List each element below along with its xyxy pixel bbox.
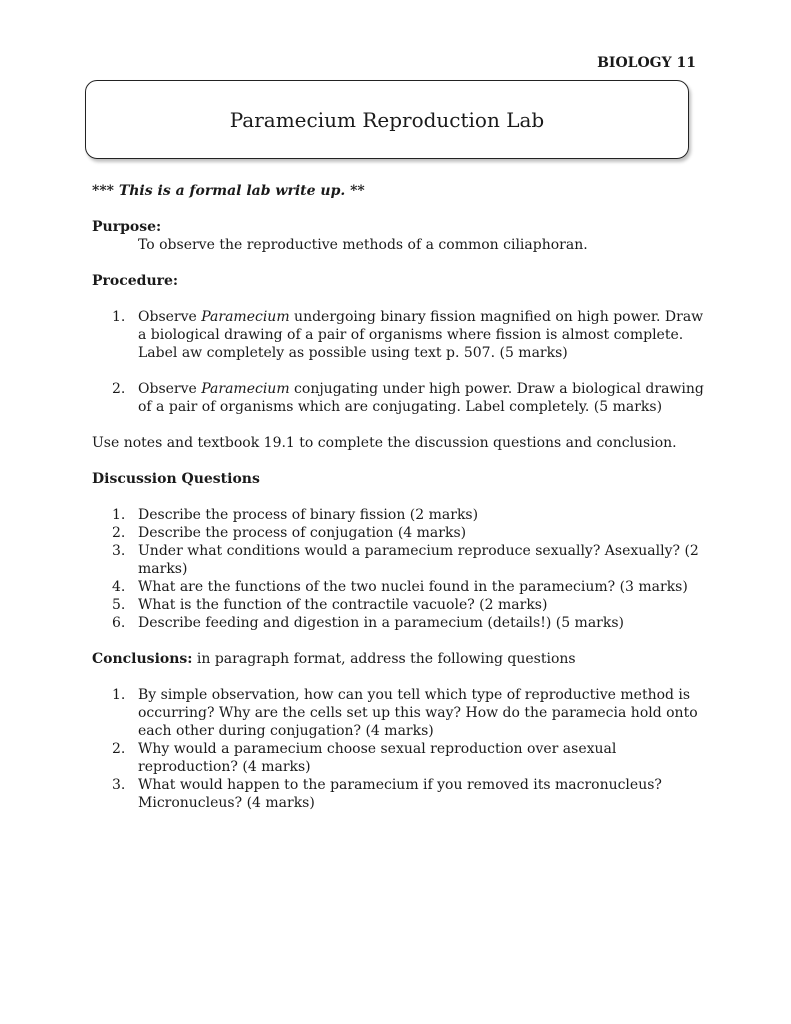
discussion-item-text: Describe the process of binary fission (2 marks) [138,507,479,523]
conclusion-item-text: By simple observation, how can you tell which type of reproductive method is occurring? Why are the cells set up this way? How do the paramecia hold onto each other during conjugation? (4 marks) [138,687,698,739]
discussion-item-number: 6. [112,615,126,631]
conclusion-item-number: 2. [112,741,126,757]
discussion-item-number: 2. [112,525,126,541]
title-box [85,80,689,159]
instruction-text: Use notes and textbook 19.1 to complete the discussion questions and conclusion. [92,435,677,451]
discussion-item-text: What is the function of the contractile vacuole? (2 marks) [138,597,548,613]
conclusion-item [92,740,707,776]
purpose-text: To observe the reproductive methods of a common ciliaphoran. [138,237,588,253]
procedure-item [92,380,707,416]
discussion-item [92,596,707,614]
discussion-item [92,524,707,542]
procedure-item-text-pre: Observe [138,309,202,325]
discussion-item-number: 5. [112,597,126,613]
discussion-item [92,542,707,578]
conclusions-intro: in paragraph format, address the following questions [192,651,576,667]
purpose-heading: Purpose: [92,219,162,235]
document-body [92,182,707,812]
discussion-item-number: 3. [112,543,126,559]
conclusion-item-number: 3. [112,777,126,793]
discussion-item [92,614,707,632]
discussion-heading: Discussion Questions [92,471,260,487]
procedure-item [92,308,707,362]
conclusions-list [92,686,707,812]
procedure-item-organism: Paramecium [201,309,290,325]
conclusion-item [92,776,707,812]
discussion-item-text: What are the functions of the two nuclei found in the paramecium? (3 marks) [138,579,688,595]
procedure-item-number: 2. [112,381,126,397]
discussion-list [92,506,707,632]
procedure-item-text-post: undergoing binary fission magnified on high power. Draw a biological drawing of a pair of organisms where fission is almost complete. Label aw completely as possible using text p. 507. (5 marks) [138,309,704,361]
discussion-item-number: 1. [112,507,126,523]
discussion-item [92,578,707,596]
procedure-heading: Procedure: [92,273,179,289]
conclusions-line [92,650,707,668]
page-title: Paramecium Reproduction Lab [229,107,545,132]
procedure-item-text-pre: Observe [138,381,202,397]
conclusion-item-text: Why would a paramecium choose sexual reproduction over asexual reproduction? (4 marks) [138,741,617,775]
conclusion-item-number: 1. [112,687,126,703]
procedure-item-organism: Paramecium [201,381,290,397]
conclusions-heading: Conclusions: [92,651,193,667]
conclusion-item-text: What would happen to the paramecium if you removed its macronucleus? Micronucleus? (4 marks) [138,777,662,811]
discussion-item-text: Describe feeding and digestion in a paramecium (details!) (5 marks) [138,615,625,631]
discussion-item [92,506,707,524]
procedure-item-number: 1. [112,309,126,325]
course-label: BIOLOGY 11 [597,55,696,71]
procedure-item-text-post: conjugating under high power. Draw a biological drawing of a pair of organisms which are conjugating. Label completely. (5 marks) [138,381,704,415]
discussion-item-number: 4. [112,579,126,595]
procedure-list [92,308,707,416]
conclusion-item [92,686,707,740]
discussion-item-text: Under what conditions would a paramecium reproduce sexually? Asexually? (2 marks) [138,543,699,577]
formal-lab-note: *** This is a formal lab write up. ** [92,183,365,199]
discussion-item-text: Describe the process of conjugation (4 marks) [138,525,467,541]
